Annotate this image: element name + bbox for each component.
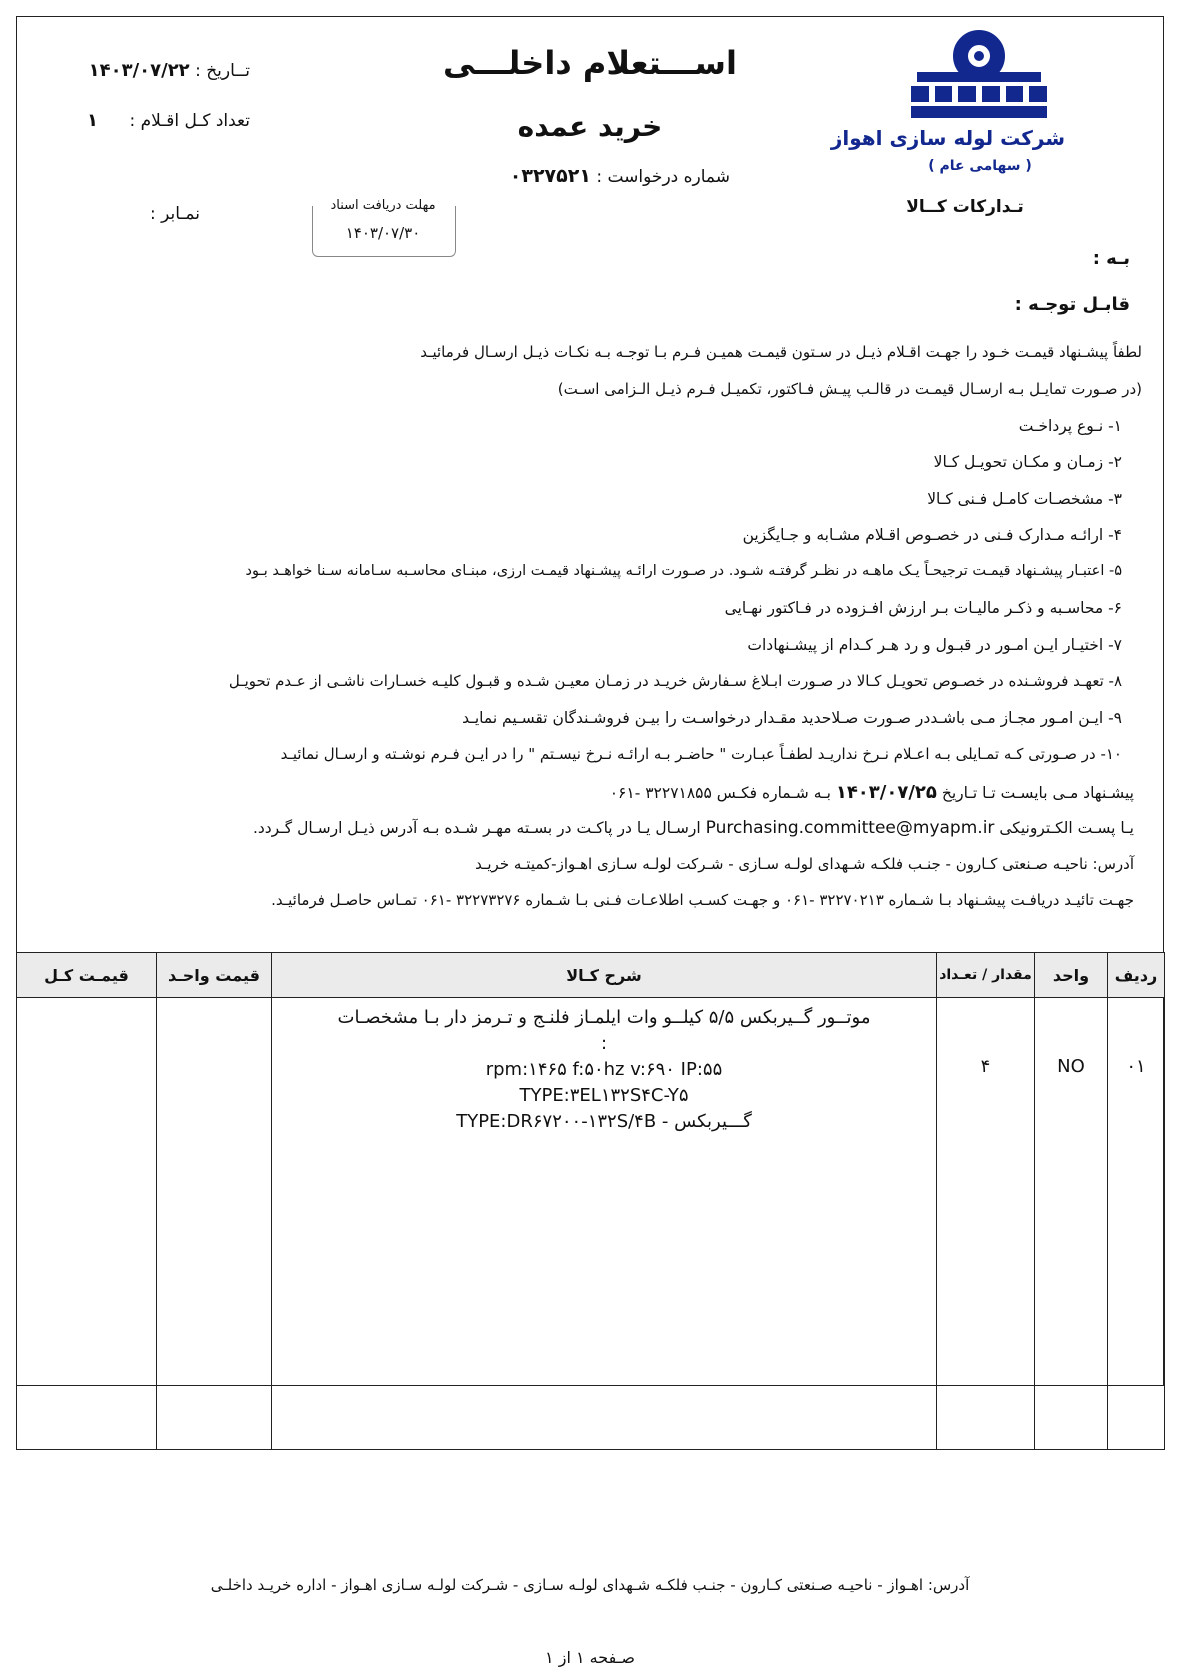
col-description: شرح کـالا bbox=[272, 953, 937, 998]
cell-total-price[interactable] bbox=[17, 998, 157, 1450]
deadline-sentence-b: بـه شـماره فکـس ۳۲۲۷۱۸۵۵ -۰۶۱ bbox=[609, 784, 831, 802]
point-10: ۱۰- در صـورتی کـه تمـایلی بـه اعـلام نـرخ نداریـد لطفـاً عبـارت " حاضـر بـه ارائـه نـرخ نیسـتم " را در ایـن فـرم نوشـته و ارسـال نمائیـد bbox=[280, 745, 1122, 763]
table-row bbox=[17, 998, 1165, 1450]
department-label: تـدارکات کــالا bbox=[906, 197, 1024, 217]
company-type: ( سهامی عام ) bbox=[928, 158, 1032, 174]
email-link[interactable]: Purchasing.committee@myapm.ir bbox=[705, 818, 995, 838]
col-unit-price: قیمت واحـد bbox=[157, 953, 272, 998]
intro-line-1: لطفاً پیشـنهاد قیمـت خـود را جهـت اقـلام ذیـل در سـتون قیمـت همیـن فـرم بـا توجـه بـه نکـات ذیـل ارسـال فرمائیـد bbox=[420, 343, 1142, 361]
point-3: ۳- مشخصـات کامـل فـنی کـالا bbox=[927, 490, 1122, 508]
page-subtitle: خرید عمده bbox=[517, 110, 663, 143]
items-table bbox=[16, 952, 1165, 1450]
col-total-price: قیمـت کـل bbox=[17, 953, 157, 998]
attention-label: قابـل توجـه : bbox=[1014, 294, 1130, 315]
point-5: ۵- اعتبـار پیشـنهاد قیمـت ترجیحـاً یـک ماهـه در نظـر گرفتـه شـود. در صـورت ارائـه پیشـنهاد قیمـت ارزی، مبنـای محاسـبه سـامانه سـنا خواهـد بـود bbox=[245, 563, 1122, 579]
address-line: آدرس: ناحیـه صـنعتی کـارون - جنـب فلکـه شـهدای لولـه سـازی - شـرکت لولـه سـازی اهـواز-کمیتـه خریـد bbox=[475, 855, 1134, 873]
col-quantity: مقدار / تعـداد bbox=[937, 953, 1035, 998]
desc-line-5: گـــیربکس - TYPE:DR۶۷۲۰۰-۱۳۲S/۴B bbox=[456, 1111, 752, 1132]
desc-line-2: : bbox=[600, 1033, 608, 1054]
cell-unit-price[interactable] bbox=[157, 998, 272, 1450]
point-9: ۹- ایـن امـور مجـاز مـی باشـددر صـورت صـلاحدید مقـدار درخواسـت را بیـن فروشـندگان تقسـیم نمایـد bbox=[462, 709, 1122, 727]
email-suffix: ارسـال یـا در پاکـت در بسـته مهـر شـده بـه آدرس ذیـل ارسـال گـردد. bbox=[252, 819, 701, 837]
company-name: شرکت لوله سازی اهواز bbox=[830, 126, 1065, 150]
footer-address: آدرس: اهـواز - ناحیـه صـنعتی کـارون - جنـب فلکـه شـهدای لولـه سـازی - شـرکت لولـه سـازی اهـواز - اداره خریـد داخلـی bbox=[210, 1576, 970, 1594]
intro-line-2: (در صـورت تمایـل بـه ارسـال قیمـت در قالـب پیـش فـاکتور، تکمیـل فـرم ذیـل الـزامی اسـت) bbox=[557, 380, 1142, 398]
cell-unit: NO bbox=[1035, 998, 1108, 1450]
deadline-sentence-a: پیشـنهاد مـی بایسـت تـا تـاریخ bbox=[941, 784, 1134, 802]
item-count-row bbox=[50, 110, 250, 131]
cell-quantity: ۴ bbox=[937, 998, 1035, 1450]
logo-stripes bbox=[911, 86, 1047, 102]
col-unit: واحد bbox=[1035, 953, 1108, 998]
desc-line-3: rpm:۱۴۶۵ f:۵۰hz v:۶۹۰ IP:۵۵ bbox=[485, 1059, 723, 1080]
table-header-row bbox=[17, 953, 1165, 998]
cell-row: ۰۱ bbox=[1108, 998, 1165, 1450]
deadline-date: ۱۴۰۳/۰۷/۲۵ bbox=[835, 782, 937, 803]
email-sentence bbox=[253, 818, 1134, 838]
point-4: ۴- ارائـه مـدارک فـنی در خصـوص اقـلام مشـابه و جـایگزین bbox=[742, 526, 1122, 544]
item-count-label: تعداد کـل اقـلام : bbox=[129, 111, 250, 131]
logo-bar bbox=[917, 72, 1041, 82]
deadline-label: مهلت دریافت اسناد bbox=[318, 198, 448, 213]
point-6: ۶- محاسـبه و ذکـر مالیـات بـر ارزش افـزوده در فـاکتور نهـایی bbox=[724, 599, 1122, 617]
point-2: ۲- زمـان و مکـان تحویـل کـالا bbox=[933, 453, 1122, 471]
point-1: ۱- نـوع پرداخـت bbox=[1018, 417, 1122, 435]
email-prefix: یـا پسـت الکـترونیکی bbox=[999, 819, 1134, 837]
item-count-value: ۱ bbox=[87, 110, 99, 131]
date-value: ۱۴۰۳/۰۷/۲۲ bbox=[88, 60, 190, 81]
deadline-sentence bbox=[610, 782, 1134, 803]
col-row: ردیف bbox=[1108, 953, 1165, 998]
contact-line: جهـت تائیـد دریافـت پیشـنهاد بـا شـماره ۳۲۲۷۰۲۱۳ -۰۶۱ و جهـت کسـب اطلاعـات فـنی بـا شـماره ۳۲۲۷۳۲۷۶ -۰۶۱ تمـاس حاصـل فرمائیـد. bbox=[271, 891, 1134, 909]
date-label: تــاریخ : bbox=[195, 61, 250, 81]
fax-label: نمـابر : bbox=[150, 204, 200, 224]
cell-description bbox=[272, 998, 937, 1450]
date-row bbox=[50, 60, 250, 81]
logo-bar bbox=[911, 106, 1047, 118]
point-8: ۸- تعهـد فروشـنده در خصـوص تحویـل کـالا در صـورت ابـلاغ سـفارش خریـد در زمـان معیـن شـده و قبـول کلیـه خسـارات ناشـی از عـدم تحویـل bbox=[228, 672, 1122, 690]
request-number-row bbox=[480, 165, 730, 187]
desc-line-4: TYPE:۳EL۱۳۲S۴C-Y۵ bbox=[519, 1085, 689, 1106]
request-number: ۰۳۲۷۵۲۱ bbox=[509, 165, 591, 187]
page-number: صـفحه ۱ از ۱ bbox=[545, 1648, 635, 1667]
to-label: بـه : bbox=[1092, 248, 1130, 269]
page-title: اســـتعلام داخلـــی bbox=[443, 44, 737, 82]
deadline-value: ۱۴۰۳/۰۷/۳۰ bbox=[345, 224, 421, 242]
point-7: ۷- اختیـار ایـن امـور در قبـول و رد هـر کـدام از پیشـنهادات bbox=[747, 636, 1122, 654]
desc-line-1: موتــور گــیربکس ۵/۵ کیلــو وات ایلمـاز فلنـج و تـرمز دار بـا مشخصـات bbox=[337, 1007, 871, 1028]
request-number-label: شماره درخواست : bbox=[596, 167, 730, 187]
